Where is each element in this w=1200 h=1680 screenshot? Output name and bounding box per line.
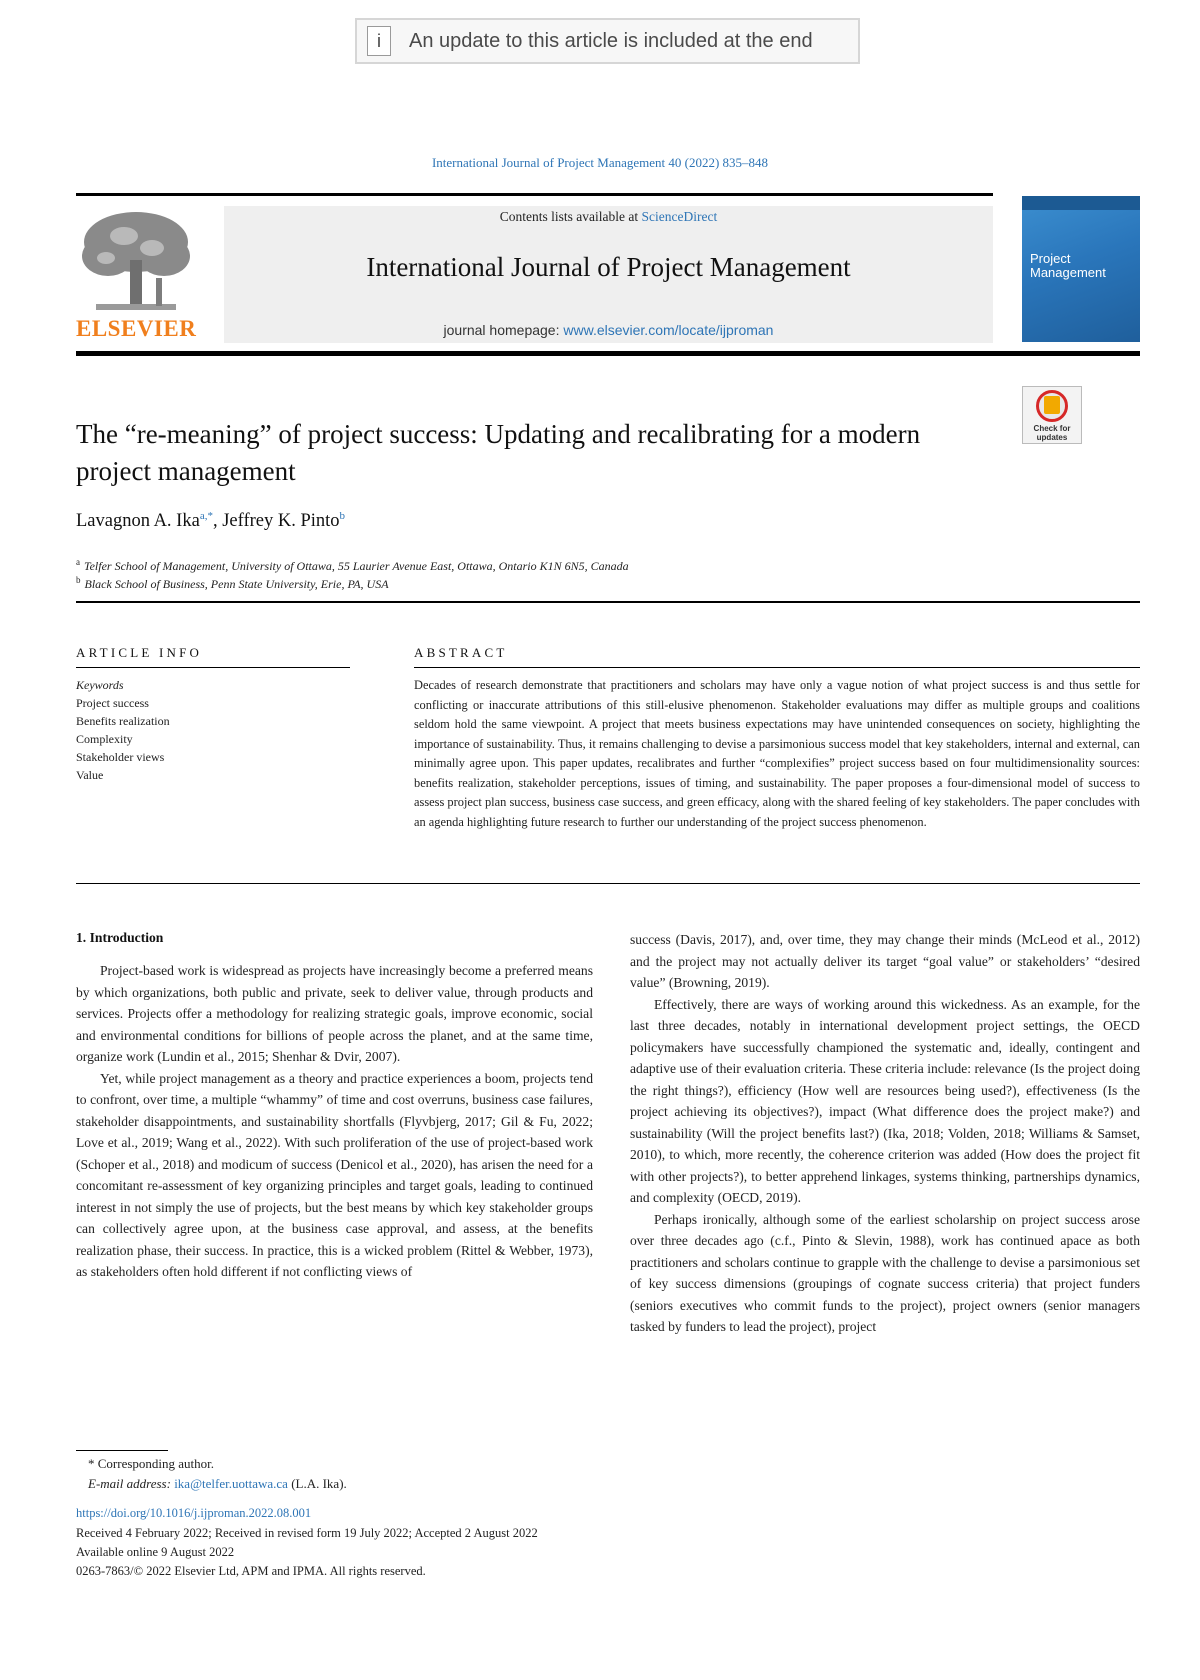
keyword: Benefits realization bbox=[76, 714, 170, 728]
keyword: Project success bbox=[76, 696, 149, 710]
doi-link[interactable]: https://doi.org/10.1016/j.ijproman.2022.08.001 bbox=[76, 1506, 312, 1520]
author-affiliation-marker[interactable]: a,* bbox=[199, 510, 213, 522]
keywords-block bbox=[76, 676, 170, 784]
footnote-divider bbox=[76, 1450, 168, 1451]
author-affiliation-marker[interactable]: b bbox=[339, 510, 346, 522]
elsevier-wordmark: ELSEVIER bbox=[76, 316, 197, 341]
body-column-right bbox=[630, 929, 1140, 1338]
journal-title: International Journal of Project Management bbox=[366, 252, 851, 282]
affiliation-marker: a bbox=[76, 557, 80, 567]
article-info-heading: ARTICLE INFO bbox=[76, 645, 203, 660]
cover-label: Project Management bbox=[1030, 251, 1106, 280]
section-heading-introduction: 1. Introduction bbox=[76, 930, 164, 945]
email-line bbox=[88, 1474, 347, 1494]
info-icon: i bbox=[367, 26, 391, 56]
abstract-divider bbox=[414, 667, 1140, 668]
author-name[interactable]: Lavagnon A. Ika bbox=[76, 511, 200, 532]
abstract-heading: ABSTRACT bbox=[414, 645, 508, 660]
contents-line bbox=[224, 209, 993, 225]
email-suffix: (L.A. Ika). bbox=[287, 1476, 347, 1491]
affiliation-text: Black School of Business, Penn State University, Erie, PA, USA bbox=[84, 577, 389, 591]
author-name[interactable]: Jeffrey K. Pinto bbox=[222, 511, 340, 532]
body-paragraph: success (Davis, 2017), and, over time, they may change their minds (McLeod et al., 2012) and the project may not actually deliver its target “goal value” or stakeholders’ “desired value” (Browning, 2019). bbox=[630, 932, 1140, 990]
keyword: Value bbox=[76, 768, 104, 782]
abstract-text: Decades of research demonstrate that practitioners and scholars may have only a vague notion of what project success is and thus settle for conflicting or inaccurate attributions of this still-elusive phenomenon. Stakeholder evaluations may differ as multiple groups and coalitions seldom hold the same viewpoint. A project that meets business expectations may have unintended consequences on society, highlighting the importance of sustainability. Thus, it remains challenging to devise a parsimonious success model that key stakeholders, internal and external, can minimally agree upon. This paper updates, recalibrates and further “complexifies” project success based on four multidimensionality sources: benefits realization, stakeholder perceptions, issues of timing, and sustainability. The paper proposes a four-dimensional model of success to assess project plan success, business case success, and green efficacy, along with the shared feeling of key stakeholders. The paper concludes with an agenda highlighting future research to further our understanding of the project success phenomenon. bbox=[414, 678, 1140, 829]
check-updates-label: Check for updates bbox=[1033, 424, 1071, 442]
corresponding-author-note: * Corresponding author. bbox=[88, 1456, 215, 1471]
body-paragraph: Effectively, there are ways of working around this wickedness. As an example, for the last three decades, notably in international development project settings, the OECD policymakers have successfully championed the systematic and, ideally, contingent and adaptive use of their evaluation criteria. These criteria include: relevance (Is the project doing the right things?), efficiency (How well are resources being used?), effectiveness (Is the project achieving its objectives?), impact (What difference does the project make?) and sustainability (Will the project benefits last?) (Ika, 2018; Volden, 2018; Williams & Samset, 2010), to which, more recently, the coherence criterion was added (How does the project fit with other projects?), to better apprehend linkages, systems thinking, partnerships dynamics, and complexity (OECD, 2019). bbox=[630, 996, 1140, 1205]
body-paragraph: Perhaps ironically, although some of the earliest scholarship on project success arose over three decades ago (c.f., Pinto & Slevin, 1988), work has continued apace as both practitioners and scholars continue to grapple with the challenge to devise a parsimonious set of key success dimensions (groupings of cognate success criteria) that project funders (seniors executives who commit funds to the project), project owners (senior managers tasked by funders to lead the project), project bbox=[630, 1211, 1140, 1334]
homepage-line bbox=[224, 322, 993, 338]
cover-strip bbox=[1022, 196, 1140, 210]
header-bottom-divider bbox=[76, 351, 1140, 356]
available-online: Available online 9 August 2022 bbox=[76, 1545, 235, 1559]
article-info-divider bbox=[76, 667, 350, 668]
affiliation bbox=[76, 575, 389, 592]
keyword: Complexity bbox=[76, 732, 133, 746]
abstract-end-divider bbox=[76, 883, 1140, 884]
body-column-left bbox=[76, 960, 593, 1283]
affiliation bbox=[76, 557, 629, 574]
article-title: The “re-meaning” of project success: Updating and recalibrating for a modern project management bbox=[76, 419, 921, 486]
body-paragraph: Yet, while project management as a theory and practice experiences a boom, projects tend to confront, over time, a multiple “whammy” of time and cost overruns, business case failures, stakeholder disappointments, and sustainability shortfalls (Flyvbjerg, 2017; Gil & Fu, 2022; Love et al., 2019; Wang et al., 2022). With such proliferation of the use of project-based work (Schoper et al., 2018) and modicum of success (Denicol et al., 2020), has arisen the need for a concomitant re-assessment of key organizing principles and target goals, leading to continued interest in not simply the use of projects, but the best means by which key stakeholder groups can collectively agree upon, at the business case approval, and assess, at the benefits realization phase, their success. In practice, this is a wicked problem (Rittel & Webber, 1973), as stakeholders often hold different if not conflicting views of bbox=[76, 1070, 593, 1279]
section-divider bbox=[76, 601, 1140, 603]
affiliation-marker: b bbox=[76, 575, 81, 585]
update-banner-text: An update to this article is included at the end bbox=[409, 29, 813, 52]
bookmark-icon bbox=[1044, 396, 1060, 414]
homepage-prefix: journal homepage: bbox=[443, 322, 564, 338]
author-separator: , bbox=[212, 511, 223, 532]
received-dates: Received 4 February 2022; Received in revised form 19 July 2022; Accepted 2 August 2022 bbox=[76, 1526, 538, 1540]
sciencedirect-link[interactable]: ScienceDirect bbox=[641, 209, 718, 224]
affiliation-text: Telfer School of Management, University of Ottawa, 55 Laurier Avenue East, Ottawa, Ontario K1N 6N5, Canada bbox=[84, 559, 629, 573]
keyword: Stakeholder views bbox=[76, 750, 165, 764]
contents-prefix: Contents lists available at bbox=[499, 209, 642, 224]
copyright-notice: 0263-7863/© 2022 Elsevier Ltd, APM and IPMA. All rights reserved. bbox=[76, 1564, 426, 1578]
email-label: E-mail address: bbox=[88, 1476, 175, 1491]
email-link[interactable]: ika@telfer.uottawa.ca bbox=[174, 1476, 288, 1491]
keywords-label: Keywords bbox=[76, 678, 124, 692]
update-banner[interactable] bbox=[355, 18, 860, 64]
header-divider bbox=[76, 193, 993, 196]
homepage-link[interactable]: www.elsevier.com/locate/ijproman bbox=[563, 322, 774, 338]
footnote bbox=[88, 1454, 347, 1494]
author-list bbox=[76, 510, 345, 532]
journal-citation[interactable]: International Journal of Project Management 40 (2022) 835–848 bbox=[431, 155, 769, 170]
body-paragraph: Project-based work is widespread as projects have increasingly become a preferred means by which organizations, both public and private, seek to deliver value, through products and services. Projects offer a methodology for realizing strategic goals, improve economic, social and environmental conditions for billions of people across the planet, and at the same time, organize work (Lundin et al., 2015; Shenhar & Dvir, 2007). bbox=[76, 963, 593, 1064]
